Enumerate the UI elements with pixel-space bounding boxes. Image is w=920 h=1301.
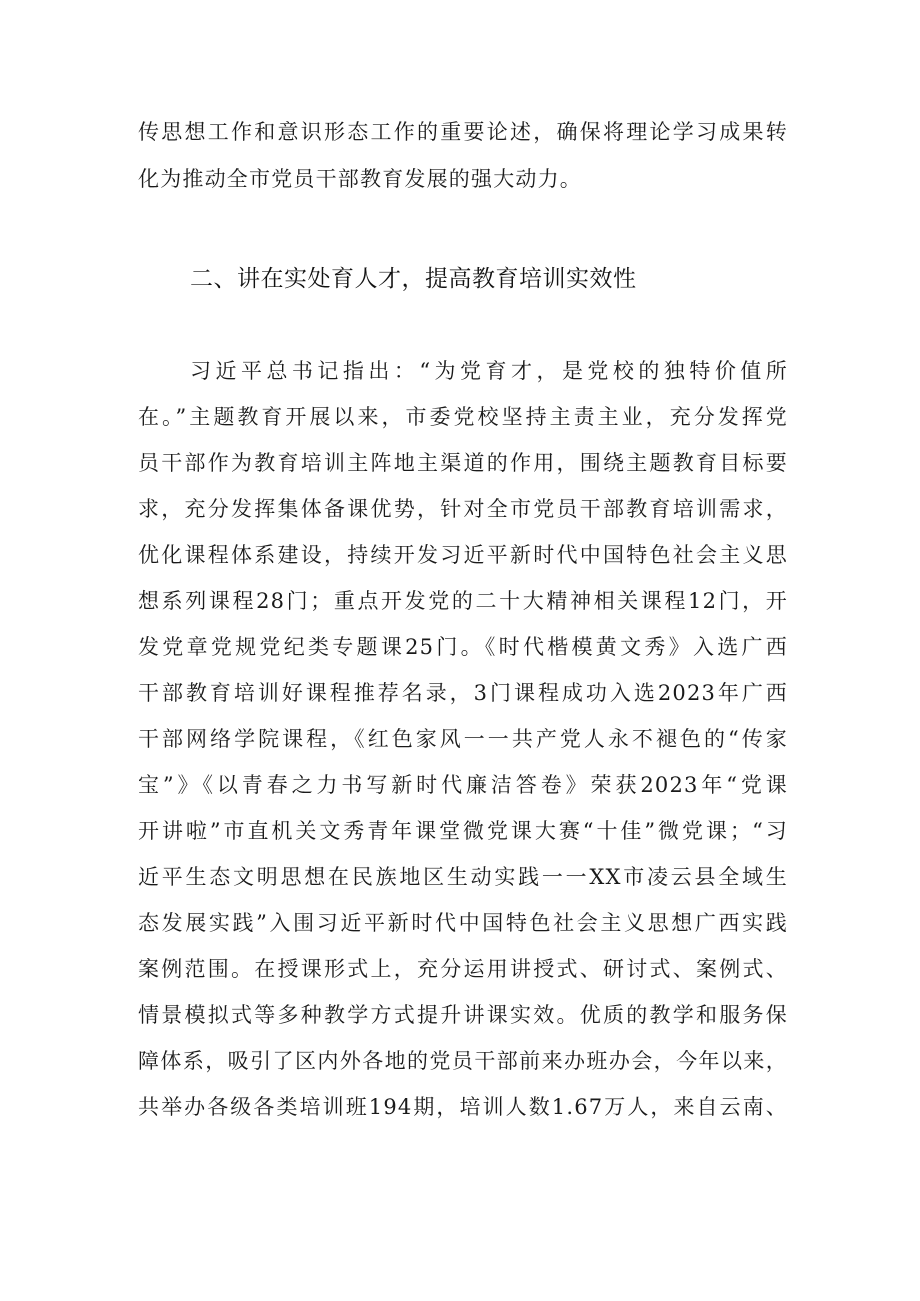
paragraph-line: 想系列课程28门；重点开发党的二十大精神相关课程12门，开 xyxy=(138,589,788,613)
paragraph-line: 优化课程体系建设，持续开发习近平新时代中国特色社会主义思 xyxy=(138,543,788,567)
paragraph-line: 习近平总书记指出：“为党育才，是党校的独特价值所 xyxy=(190,359,788,383)
paragraph-line: 干部教育培训好课程推荐名录，3门课程成功入选2023年广西 xyxy=(138,681,788,705)
paragraph-line: 传思想工作和意识形态工作的重要论述，确保将理论学习成果转 xyxy=(138,120,788,144)
paragraph-line: 态发展实践”入围习近平新时代中国特色社会主义思想广西实践 xyxy=(138,911,788,935)
paragraph-line: 开讲啦”市直机关文秀青年课堂微党课大赛“十佳”微党课；“习 xyxy=(138,819,788,843)
paragraph-line: 障体系，吸引了区内外各地的党员干部前来办班办会，今年以来， xyxy=(138,1049,788,1073)
paragraph-line: 发党章党规党纪类专题课25门。《时代楷模黄文秀》入选广西 xyxy=(138,635,788,659)
paragraph-line: 宝”》《以青春之力书写新时代廉洁答卷》荣获2023年“党课 xyxy=(138,773,788,797)
paragraph-line: 情景模拟式等多种教学方式提升讲课实效。优质的教学和服务保 xyxy=(138,1003,788,1027)
paragraph-line: 案例范围。在授课形式上，充分运用讲授式、研讨式、案例式、 xyxy=(138,957,788,981)
paragraph-line: 化为推动全市党员干部教育发展的强大动力。 xyxy=(138,167,582,191)
paragraph-line: 共举办各级各类培训班194期，培训人数1.67万人，来自云南、 xyxy=(138,1095,788,1119)
paragraph-line: 求，充分发挥集体备课优势，针对全市党员干部教育培训需求， xyxy=(138,497,788,521)
section-heading: 二、讲在实处育人才，提高教育培训实效性 xyxy=(190,266,637,292)
paragraph-line: 在。”主题教育开展以来，市委党校坚持主责主业，充分发挥党 xyxy=(138,405,788,429)
paragraph-line: 干部网络学院课程，《红色家风一一共产党人永不褪色的“传家 xyxy=(138,727,788,751)
paragraph-line: 近平生态文明思想在民族地区生动实践一一XX市凌云县全域生 xyxy=(138,865,788,889)
paragraph-line: 员干部作为教育培训主阵地主渠道的作用，围绕主题教育目标要 xyxy=(138,451,788,475)
